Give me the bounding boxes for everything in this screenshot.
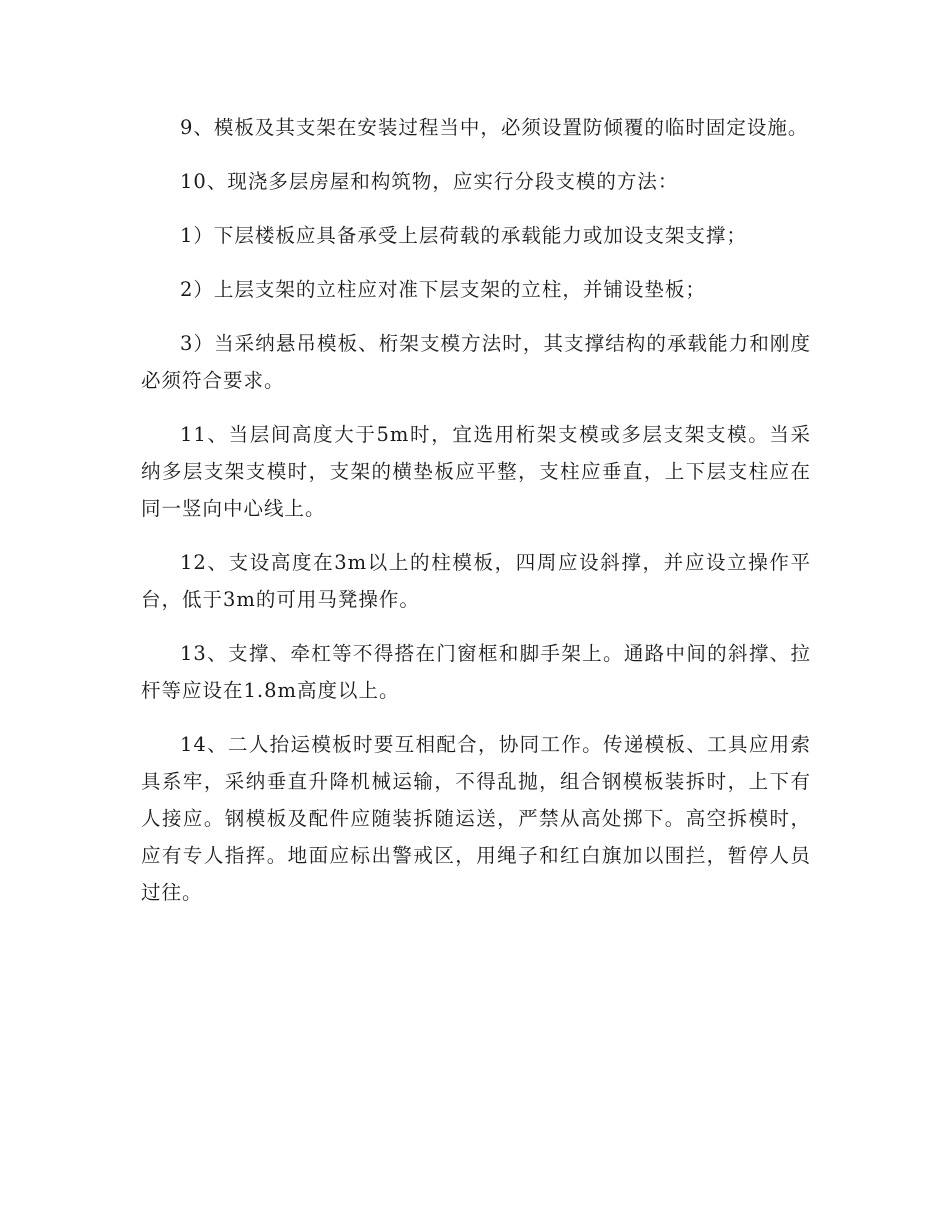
paragraph-item-9: 9、模板及其支架在安装过程当中，必须设置防倾覆的临时固定设施。 bbox=[180, 116, 809, 139]
document-body bbox=[141, 109, 811, 928]
paragraph-subitem-2: 2）上层支架的立柱应对准下层支架的立柱，并铺设垫板； bbox=[180, 278, 706, 301]
paragraph-subitem-3: 3）当采纳悬吊模板、桁架支模方法时，其支撑结构的承载能力和刚度必须符合要求。 bbox=[141, 332, 811, 392]
paragraph-item-14: 14、二人抬运模板时要互相配合，协同工作。传递模板、工具应用索具系牢，采纳垂直升降机械运输，不得乱抛，组合钢模板装拆时，上下有人接应。钢模板及配件应随装拆随运送，严禁从高处掷下。高空拆模时，应有专人指挥。地面应标出警戒区，用绳子和红白旗加以围拦，暂停人员过往。 bbox=[141, 733, 811, 904]
paragraph-subitem-1: 1）下层楼板应具备承受上层荷载的承载能力或加设支架支撑； bbox=[180, 224, 747, 247]
paragraph-item-12: 12、支设高度在3m以上的柱模板，四周应设斜撑，并应设立操作平台，低于3m的可用马凳操作。 bbox=[141, 551, 811, 611]
paragraph-item-10: 10、现浇多层房屋和构筑物，应实行分段支模的方法： bbox=[180, 170, 679, 193]
paragraph-item-13: 13、支撑、牵杠等不得搭在门窗框和脚手架上。通路中间的斜撑、拉杆等应设在1.8m高度以上。 bbox=[141, 642, 811, 702]
paragraph-item-11: 11、当层间高度大于5m时，宜选用桁架支模或多层支架支模。当采纳多层支架支模时，支架的横垫板应平整，支柱应垂直，上下层支柱应在同一竖向中心线上。 bbox=[141, 423, 811, 520]
